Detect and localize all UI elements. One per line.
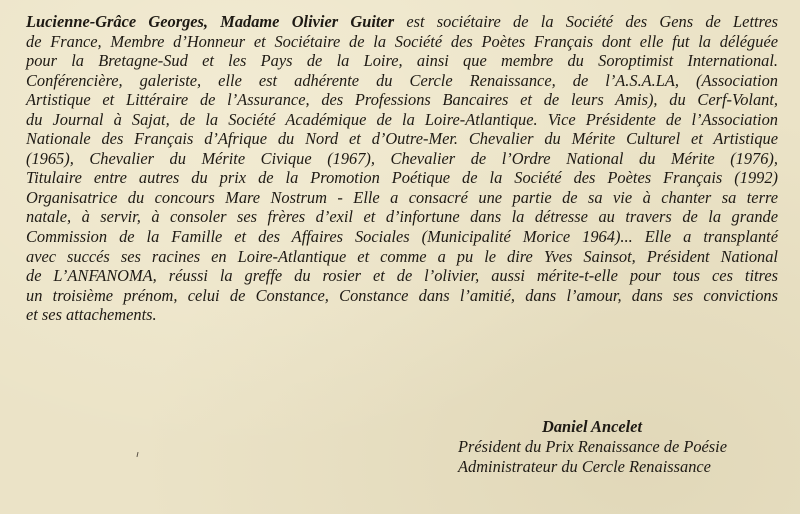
scan-speck	[136, 452, 138, 457]
biography-line: Artistique et Littéraire de l’Assurance, des Professions Bancaires et de leurs Amis), du Cerf-Volant,	[26, 90, 778, 110]
biography-line: avec succés ses racines en Loire-Atlantique et comme a pu le dire Yves Sainsot, Président National	[26, 246, 778, 266]
biography-line: Commission de la Famille et des Affaires Sociales (Municipalité Morice 1964)... Elle a transplanté	[26, 227, 778, 247]
biography-line-text: est sociétaire de la Société des Gens de Lettres	[394, 12, 778, 31]
biography-line: de L’ANFANOMA, réussi la greffe du rosier et de l’olivier, aussi mérite-t-elle pour tous ces titres	[26, 266, 778, 286]
biography-line: de France, Membre d’Honneur et Sociétaire de la Société des Poètes Français dont elle fut la déléguée	[26, 31, 778, 51]
signatory-name: Daniel Ancelet	[542, 417, 643, 436]
signature-block	[458, 417, 788, 477]
biography-line: Nationale des Français d’Afrique du Nord et d’Outre-Mer. Chevalier du Mérite Culturel et Artistique	[26, 129, 778, 149]
signatory-role: Président du Prix Renaissance de Poésie	[458, 437, 728, 456]
biography-line: et ses attachements.	[26, 305, 157, 325]
biography-line: Titulaire entre autres du prix de la Promotion Poétique de la Société des Poètes Français (1992)	[26, 168, 778, 188]
signatory-role: Administrateur du Cercle Renaissance	[458, 457, 711, 476]
biography-line: natale, à servir, à consoler ses frères d’exil et d’infortune dans la détresse au travers de la grande	[26, 207, 778, 227]
biography-paragraph	[26, 12, 778, 325]
biography-line: Organisatrice du concours Mare Nostrum - Elle a consacré une partie de sa vie à chanter sa terre	[26, 187, 778, 207]
biography-line: (1965), Chevalier du Mérite Civique (1967), Chevalier de l’Ordre National du Mérite (1976),	[26, 148, 778, 168]
biography-line	[26, 12, 778, 32]
biography-line: Conférencière, galeriste, elle est adhérente du Cercle Renaissance, de l’A.S.A.LA, (Association	[26, 70, 778, 90]
biography-line: pour la Bretagne-Sud et les Pays de la Loire, ainsi que membre du Soroptimist International.	[26, 51, 778, 71]
biography-line: un troisième prénom, celui de Constance, Constance dans l’amitié, dans l’amour, dans ses convictions	[26, 285, 778, 305]
biography-line: du Journal à Sajat, de la Société Académique de la Loire-Atlantique. Vice Présidente de l’Association	[26, 109, 778, 129]
author-name: Lucienne-Grâce Georges, Madame Olivier Guiter	[26, 12, 395, 31]
